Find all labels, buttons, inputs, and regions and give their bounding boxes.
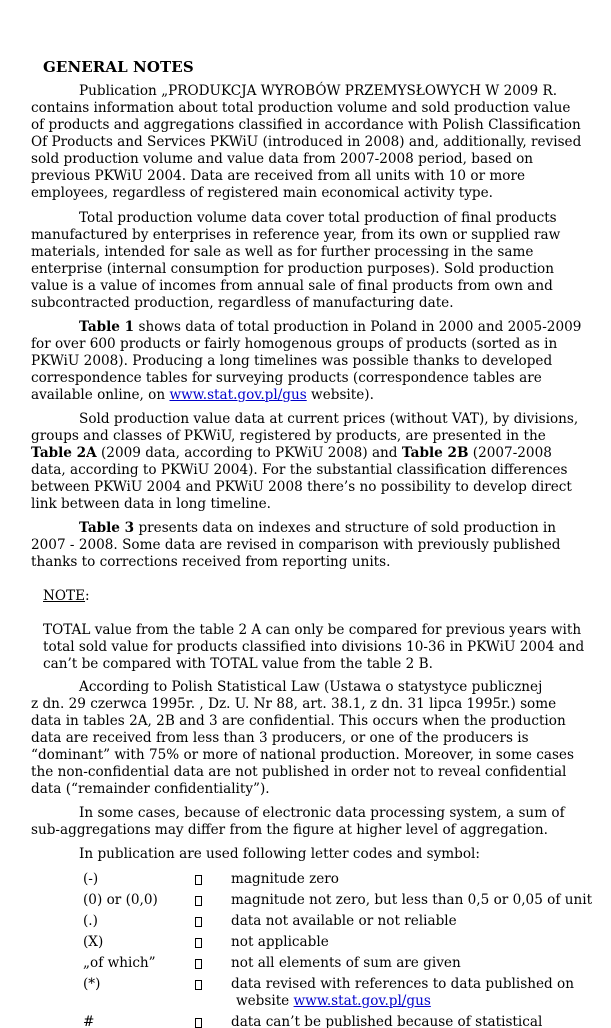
missing-glyph-icon	[195, 1018, 202, 1028]
text-line: data (“remainder confidentiality”).	[31, 781, 270, 797]
text-line: total sold value for products classified into divisions 10-36 in PKWiU 2004 and	[43, 639, 585, 655]
text-line: value is a value of incomes from annual sale of final products from own and	[31, 278, 553, 294]
text-line: data in tables 2A, 2B and 3 are confidential. This occurs when the production	[31, 713, 566, 729]
table-2b-label: Table 2B	[401, 445, 469, 461]
text-line: manufactured by enterprises in reference year, from its own or supplied raw	[31, 227, 561, 243]
legend-desc-sub: website www.stat.gov.pl/gus	[236, 993, 431, 1009]
missing-glyph-icon	[195, 917, 202, 927]
text-line: of products and aggregations classified in accordance with Polish Classification	[31, 117, 581, 133]
text-line: data, according to PKWiU 2004). For the substantial classification differences	[31, 462, 568, 478]
legend-row	[83, 892, 611, 913]
missing-glyph-icon	[195, 875, 202, 885]
legend-code: (0) or (0,0)	[83, 892, 158, 908]
missing-glyph-icon	[195, 980, 202, 990]
text-span: website).	[306, 387, 374, 403]
missing-glyph-icon	[195, 896, 202, 906]
text-line: 2007 - 2008. Some data are revised in comparison with previously published	[31, 537, 561, 553]
stat-gov-link[interactable]: www.stat.gov.pl/gus	[293, 993, 431, 1009]
text-line	[31, 445, 611, 462]
text-line: Total production volume data cover total production of final products	[79, 210, 557, 226]
text-line: sub-aggregations may differ from the figure at higher level of aggregation.	[31, 822, 548, 838]
paragraph-table-3	[31, 520, 611, 571]
text-line: correspondence tables for surveying products (correspondence tables are	[31, 370, 542, 386]
text-span: (2009 data, according to PKWiU 2008) and	[96, 445, 402, 461]
text-line: groups and classes of PKWiU, registered by products, are presented in the	[31, 428, 546, 444]
text-line: previous PKWiU 2004. Data are received from all units with 10 or more	[31, 168, 526, 184]
symbol-legend	[83, 871, 611, 1028]
legend-code: #	[83, 1014, 95, 1028]
legend-code: (-)	[83, 871, 99, 887]
legend-code: (.)	[83, 913, 98, 929]
paragraph-publication-intro	[31, 83, 611, 202]
legend-desc: data not available or not reliable	[231, 913, 457, 929]
table-2a-label: Table 2A	[31, 445, 97, 461]
text-line	[31, 520, 611, 537]
note-colon: :	[85, 588, 90, 604]
paragraph-confidentiality	[31, 679, 611, 798]
table-1-label: Table 1	[79, 319, 135, 335]
table-3-label: Table 3	[79, 520, 135, 536]
legend-code: (X)	[83, 934, 104, 950]
missing-glyph-icon	[195, 938, 202, 948]
text-line: According to Polish Statistical Law (Ustawa o statystyce publicznej	[79, 679, 543, 695]
page-title: GENERAL NOTES	[43, 58, 194, 76]
paragraph-total-production	[31, 210, 611, 312]
text-line: PKWiU 2008). Producing a long timelines was possible thanks to developed	[31, 353, 553, 369]
text-line: materials, intended for sale as well as for further processing in the same	[31, 244, 534, 260]
text-line: data are received from less than 3 producers, or one of the producers is	[31, 730, 529, 746]
legend-row	[83, 976, 611, 1014]
text-line: Publication „PRODUKCJA WYROBÓW PRZEMYSŁOWYCH W 2009 R.	[79, 83, 558, 99]
text-line	[31, 319, 611, 336]
text-line: subcontracted production, regardless of manufacturing date.	[31, 295, 454, 311]
paragraph-aggregation	[31, 805, 611, 839]
text-line: thanks to corrections received from reporting units.	[31, 554, 391, 570]
paragraph-table-1	[31, 319, 611, 404]
text-line	[31, 387, 611, 404]
legend-desc: not applicable	[231, 934, 329, 950]
text-span: available online, on	[31, 387, 170, 403]
text-line: z dn. 29 czerwca 1995r. , Dz. U. Nr 88, art. 38.1, z dn. 31 lipca 1995r.) some	[31, 696, 557, 712]
text-line: TOTAL value from the table 2 A can only be compared for previous years with	[43, 622, 582, 638]
legend-desc: magnitude zero	[231, 871, 339, 887]
text-span: presents data on indexes and structure of sold production in	[134, 520, 557, 536]
text-line: Sold production value data at current prices (without VAT), by divisions,	[79, 411, 579, 427]
text-span: (2007-2008	[468, 445, 552, 461]
text-line: can’t be compared with TOTAL value from the table 2 B.	[43, 656, 433, 672]
text-line: enterprise (internal consumption for production purposes). Sold production	[31, 261, 554, 277]
missing-glyph-icon	[195, 959, 202, 969]
text-line: sold production volume and value data from 2007-2008 period, based on	[31, 151, 534, 167]
stat-gov-link[interactable]: www.stat.gov.pl/gus	[169, 387, 307, 403]
legend-row	[83, 934, 611, 955]
legend-desc: not all elements of sum are given	[231, 955, 461, 971]
note-body	[43, 622, 611, 673]
legend-desc: magnitude not zero, but less than 0,5 or 0,05 of unit	[231, 892, 593, 908]
text-span: shows data of total production in Poland in 2000 and 2005-2009	[134, 319, 582, 335]
text-line: link between data in long timeline.	[31, 496, 272, 512]
note-heading	[43, 588, 90, 605]
text-line: employees, regardless of registered main economical activity type.	[31, 185, 494, 201]
legend-code: „of which”	[83, 955, 156, 971]
text-line: In some cases, because of electronic data processing system, a sum of	[79, 805, 565, 821]
legend-code: (*)	[83, 976, 101, 992]
text-line: for over 600 products or fairly homogenous groups of products (sorted as in	[31, 336, 558, 352]
text-line: contains information about total production volume and sold production value	[31, 100, 571, 116]
legend-desc	[231, 976, 574, 1010]
paragraph-sold-production	[31, 411, 611, 513]
legend-row	[83, 871, 611, 892]
text-line: In publication are used following letter codes and symbol:	[79, 846, 480, 862]
legend-row	[83, 955, 611, 976]
legend-row	[83, 913, 611, 934]
text-line: “dominant” with 75% or more of national production. Moreover, in some cases	[31, 747, 574, 763]
text-line: the non-confidential data are not published in order not to reveal confidential	[31, 764, 567, 780]
legend-desc-text: data revised with references to data published on	[231, 976, 574, 992]
legend-row	[83, 1014, 611, 1028]
note-heading-text: NOTE	[43, 588, 86, 604]
text-line: Of Products and Services PKWiU (introduced in 2008) and, additionally, revised	[31, 134, 582, 150]
legend-desc: data can’t be published because of statistical	[231, 1014, 543, 1028]
paragraph-codes-intro	[31, 846, 611, 863]
text-line: between PKWiU 2004 and PKWiU 2008 there’s no possibility to develop direct	[31, 479, 572, 495]
